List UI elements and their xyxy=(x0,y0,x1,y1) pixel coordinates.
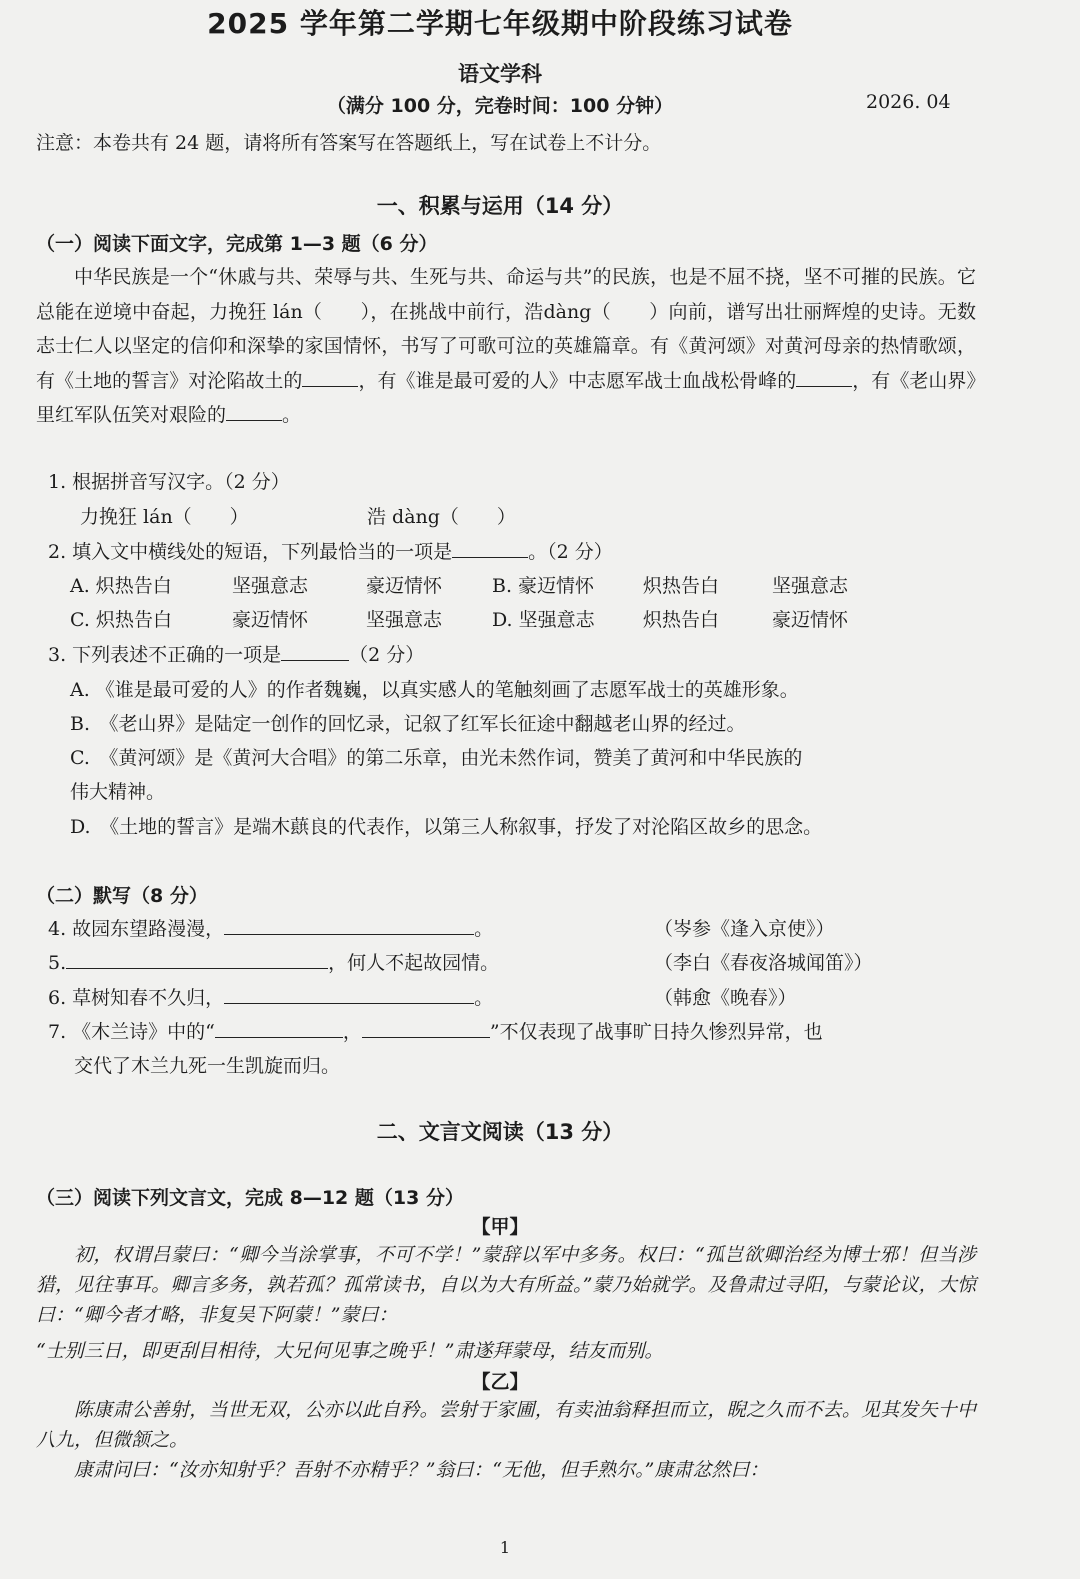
exam-notice: 注意：本卷共有 24 题，请将所有答案写在答题纸上，写在试卷上不计分。 xyxy=(36,132,662,154)
classical-text-yi: 陈康肃公善射，当世无双，公亦以此自矜。尝射于家圃，有卖油翁释担而立，睨之久而不去。见其发矢十中八九，但微颔之。 xyxy=(36,1399,976,1451)
q2-option-b-phrase-2: 炽热告白 xyxy=(643,575,720,597)
score-time: （满分 100 分，完卷时间：100 分钟） xyxy=(326,95,674,117)
answer-blank[interactable] xyxy=(362,1019,490,1038)
answer-blank[interactable] xyxy=(452,539,528,558)
classical-text-jia-continued: “士别三日，即更刮目相待，大兄何见事之晚乎！”肃遂拜蒙母，结友而别。 xyxy=(36,1340,664,1362)
question-7: 7. 《木兰诗》中的“ ， ”不仅表现了战事旷日持久惨烈异常，也 xyxy=(48,1021,823,1043)
q2-option-a[interactable]: A. 炽热告白 xyxy=(70,575,172,597)
question-6: 6. 草树知春不久归， 。 xyxy=(48,987,494,1009)
question-4: 4. 故园东望路漫漫， 。 xyxy=(48,918,494,940)
q3-option-b[interactable]: B. 《老山界》是陆定一创作的回忆录，记叙了红军长征途中翻越老山界的经过。 xyxy=(70,713,746,735)
q2-option-d-phrase-3: 豪迈情怀 xyxy=(772,609,849,631)
answer-blank[interactable] xyxy=(224,916,474,935)
q2-option-b-phrase-3: 坚强意志 xyxy=(772,575,849,597)
page-number: 1 xyxy=(499,1538,511,1557)
q5-source: （李白《春夜洛城闻笛》） xyxy=(654,952,873,974)
q2-option-d-phrase-2: 炽热告白 xyxy=(643,609,720,631)
exam-title: 2025 学年第二学期七年级期中阶段练习试卷 xyxy=(207,7,793,40)
q3-option-c-continued: 伟大精神。 xyxy=(70,781,166,803)
passage-blank-2[interactable] xyxy=(796,368,852,387)
q2-option-b[interactable]: B. 豪迈情怀 xyxy=(492,575,595,597)
q3-option-c[interactable]: C. 《黄河颂》是《黄河大合唱》的第二乐章，由光未然作词，赞美了黄河和中华民族的 xyxy=(70,747,803,769)
exam-date: 2026. 04 xyxy=(866,91,951,113)
q2-option-a-phrase-2: 坚强意志 xyxy=(232,575,309,597)
part-3-heading: （三）阅读下列文言文，完成 8—12 题（13 分） xyxy=(36,1187,464,1209)
q2-option-a-phrase-3: 豪迈情怀 xyxy=(366,575,443,597)
question-1-item-a[interactable]: 力挽狂 lán（ ） xyxy=(80,506,249,528)
question-3: 3. 下列表述不正确的一项是 （2 分） xyxy=(48,644,425,666)
q3-option-a[interactable]: A. 《谁是最可爱的人》的作者魏巍，以真实感人的笔触刻画了志愿军战士的英雄形象。 xyxy=(70,679,799,701)
question-1: 1. 根据拼音写汉字。（2 分） xyxy=(48,471,290,493)
answer-blank[interactable] xyxy=(281,642,349,661)
subject-label: 语文学科 xyxy=(458,62,542,86)
section-1-title: 一、积累与运用（14 分） xyxy=(376,194,624,218)
text-yi-label: 【乙】 xyxy=(471,1371,529,1393)
part-1-heading: （一）阅读下面文字，完成第 1—3 题（6 分） xyxy=(36,233,438,255)
q2-option-d[interactable]: D. 坚强意志 xyxy=(492,609,595,631)
section-2-title: 二、文言文阅读（13 分） xyxy=(376,1120,624,1144)
q6-source: （韩愈《晚春》） xyxy=(654,987,797,1009)
answer-blank[interactable] xyxy=(224,985,474,1004)
question-5: 5. ，何人不起故园情。 xyxy=(48,952,500,974)
q2-option-c[interactable]: C. 炽热告白 xyxy=(70,609,172,631)
q2-option-c-phrase-2: 豪迈情怀 xyxy=(232,609,309,631)
part-2-heading: （二）默写（8 分） xyxy=(36,885,208,907)
answer-blank[interactable] xyxy=(66,950,328,969)
answer-blank[interactable] xyxy=(215,1019,343,1038)
question-7-continued: 交代了木兰九死一生凯旋而归。 xyxy=(74,1055,341,1077)
passage-blank-3[interactable] xyxy=(226,402,282,421)
question-2: 2. 填入文中横线处的短语，下列最恰当的一项是 。（2 分） xyxy=(48,541,613,563)
passage-blank-1[interactable] xyxy=(302,368,358,387)
classical-text-jia: 初，权谓吕蒙曰：“卿今当涂掌事，不可不学！”蒙辞以军中多务。权曰：“孤岂欲卿治经为博士邪！但当涉猎，见往事耳。卿言多务，孰若孤？孤常读书，自以为大有所益。”蒙乃始就学。及鲁肃过寻阳，与蒙论议，大惊曰：“卿今者才略，非复吴下阿蒙！”蒙曰： xyxy=(36,1244,976,1326)
classical-text-yi-continued: 康肃问曰：“汝亦知射乎？吾射不亦精乎？”翁曰：“无他，但手熟尔。”康肃忿然曰： xyxy=(74,1459,769,1481)
question-1-item-b[interactable]: 浩 dàng（ ） xyxy=(367,506,516,528)
q2-option-c-phrase-3: 坚强意志 xyxy=(366,609,443,631)
passage-1: 中华民族是一个“休戚与共、荣辱与共、生死与共、命运与共”的民族，也是不屈不挠，坚不可摧的民族。它总能在逆境中奋起，力挽狂 lán（ ），在挑战中前行，浩dàng（ ）向前，谱写出壮丽辉煌的史诗。无数志士仁人以坚定的信仰和深挚的家国情怀，书写了可歌可泣的英雄篇章。有《黄河颂》对黄河母亲的热情歌颂，有《土地的誓言》对沦陷故土的 ，有《谁是最可爱的人》中志愿军战士血战松骨峰的 ，有《老山界》里红军队伍笑对艰险的 。 xyxy=(36,266,976,426)
q4-source: （岑参《逢入京使》） xyxy=(654,918,835,940)
text-jia-label: 【甲】 xyxy=(471,1216,529,1238)
q3-option-d[interactable]: D. 《土地的誓言》是端木蕻良的代表作，以第三人称叙事，抒发了对沦陷区故乡的思念。 xyxy=(70,816,823,838)
